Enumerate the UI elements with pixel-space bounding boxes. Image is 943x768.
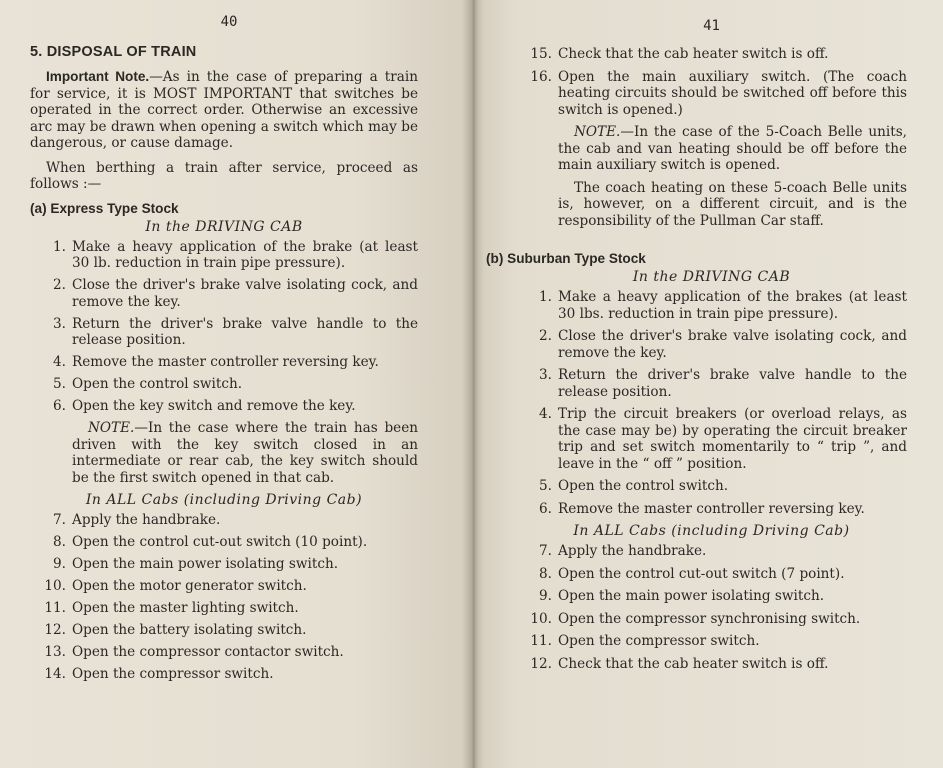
step-text: Open the compressor switch. <box>558 633 760 649</box>
step-text: Open the main auxiliary switch. (The coach heating circuits should be switched off before this switch is opened.) <box>558 68 907 118</box>
list-item <box>30 556 418 573</box>
step-number: 14. <box>44 666 66 682</box>
step-text: Open the control switch. <box>72 376 243 392</box>
section-title: 5. DISPOSAL OF TRAIN <box>30 44 197 60</box>
step-number: 12. <box>530 655 552 672</box>
step-text: Close the driver's brake valve isolating cock, and remove the key. <box>558 328 907 361</box>
list-item <box>30 534 418 551</box>
step-number: 1. <box>53 238 66 255</box>
step-number: 8. <box>539 565 552 582</box>
intro-paragraph: When berthing a train after service, proceed as follows :— <box>30 159 418 192</box>
all-cabs-heading-left: In ALL Cabs (including Driving Cab) <box>85 492 363 508</box>
list-item <box>30 622 418 639</box>
note-text: —In the case where the train has been driven with the key switch closed in an intermediate or rear cab, the key switch should be the first switch opened in that cab. <box>72 420 418 486</box>
step-number: 2. <box>53 277 66 293</box>
step-text: Apply the handbrake. <box>72 512 221 528</box>
list-item <box>30 316 418 349</box>
note-label: NOTE. <box>88 420 135 436</box>
list-item <box>30 354 418 371</box>
step-text: Return the driver's brake valve handle to the release position. <box>558 367 907 400</box>
note-key-switch <box>72 420 418 486</box>
step-number: 4. <box>53 354 66 370</box>
step-text: Open the control cut-out switch (7 point). <box>558 565 845 582</box>
all-cabs-heading-right: In ALL Cabs (including Driving Cab) <box>573 523 850 539</box>
list-item <box>516 501 907 518</box>
list-item <box>30 398 418 415</box>
list-item <box>516 69 907 119</box>
step-number: 9. <box>539 588 552 604</box>
list-item <box>30 376 418 393</box>
list-item <box>516 367 907 400</box>
steps-all-cabs-left <box>30 512 418 683</box>
list-item <box>516 656 907 673</box>
list-item <box>30 644 418 661</box>
driving-cab-heading-right: In the DRIVING CAB <box>632 269 791 285</box>
step-text: Open the main power isolating switch. <box>558 588 825 604</box>
step-number: 16. <box>530 68 552 85</box>
step-text: Remove the master controller reversing key. <box>72 354 379 370</box>
right-page <box>470 0 943 768</box>
step-text: Check that the cab heater switch is off. <box>558 46 829 62</box>
step-text: Open the master lighting switch. <box>72 600 299 616</box>
step-text: Close the driver's brake valve isolating cock, and remove the key. <box>72 277 418 310</box>
page-number-left: 40 <box>220 14 238 30</box>
step-number: 9. <box>53 556 66 572</box>
list-item <box>30 239 418 272</box>
list-item <box>516 478 907 495</box>
page-number-right: 41 <box>703 18 720 34</box>
list-item <box>516 46 907 63</box>
left-page <box>0 0 470 768</box>
list-item <box>30 666 418 683</box>
step-number: 8. <box>53 534 66 550</box>
list-item <box>516 289 907 322</box>
step-number: 2. <box>539 328 552 344</box>
step-text: Make a heavy application of the brakes (at least 30 lbs. reduction in train pipe pressure). <box>558 289 907 322</box>
note-text: —In the case of the 5-Coach Belle units, the cab and van heating should be off before the main auxiliary switch is opened. <box>558 124 907 173</box>
important-note-label: Important Note. <box>46 69 150 84</box>
steps-driving-cab-left <box>30 239 418 415</box>
note-belle-units <box>558 124 907 174</box>
subsection-a-title: (a) Express Type Stock <box>30 200 179 216</box>
driving-cab-heading-left: In the DRIVING CAB <box>145 218 303 235</box>
list-item <box>516 566 907 583</box>
step-number: 7. <box>539 543 552 559</box>
step-text: Check that the cab heater switch is off. <box>558 655 829 672</box>
note-label: NOTE. <box>574 124 621 140</box>
list-item <box>30 578 418 595</box>
step-text: Open the control switch. <box>558 478 729 494</box>
step-number: 10. <box>44 578 66 594</box>
important-note <box>30 69 418 152</box>
list-item <box>516 611 907 628</box>
list-item <box>516 543 907 560</box>
step-number: 1. <box>539 289 552 305</box>
step-number: 15. <box>530 46 552 62</box>
step-text: Open the compressor switch. <box>72 666 274 682</box>
subsection-b-title: (b) Suburban Type Stock <box>486 251 646 266</box>
steps-all-cabs-right <box>516 543 907 672</box>
steps-top-right <box>516 46 907 118</box>
step-text: Open the control cut-out switch (10 point). <box>72 534 368 550</box>
step-number: 10. <box>530 610 552 627</box>
step-number: 13. <box>44 644 66 660</box>
step-text: Make a heavy application of the brake (at least 30 lb. reduction in train pipe pressure). <box>72 238 418 271</box>
list-item <box>516 588 907 605</box>
step-text: Return the driver's brake valve handle to the release position. <box>72 315 418 348</box>
step-text: Open the compressor synchronising switch. <box>558 610 861 627</box>
important-note-text: —As in the case of preparing a train for service, it is MOST IMPORTANT that switches be operated in the correct order. Otherwise an excessive arc may be drawn when opening a switch which may be dangerous, or cause damage. <box>30 69 418 151</box>
list-item <box>30 512 418 529</box>
step-number: 6. <box>539 500 552 517</box>
list-item <box>516 633 907 650</box>
step-number: 3. <box>539 367 552 383</box>
step-number: 11. <box>530 633 552 649</box>
step-number: 6. <box>53 398 66 414</box>
step-text: Open the battery isolating switch. <box>72 622 307 638</box>
step-number: 7. <box>53 512 66 528</box>
step-text: Open the key switch and remove the key. <box>72 398 356 414</box>
steps-driving-cab-right <box>516 289 907 517</box>
step-text: Open the compressor contactor switch. <box>72 644 344 660</box>
step-number: 5. <box>539 478 552 494</box>
step-number: 4. <box>539 406 552 422</box>
list-item <box>516 328 907 361</box>
list-item <box>516 406 907 472</box>
step-text: Open the motor generator switch. <box>72 578 307 594</box>
list-item <box>30 600 418 617</box>
step-number: 5. <box>53 376 66 392</box>
step-number: 11. <box>44 600 66 616</box>
step-text: Apply the handbrake. <box>558 543 707 559</box>
list-item <box>30 277 418 310</box>
step-number: 3. <box>53 315 66 332</box>
note-pullman: The coach heating on these 5-coach Belle units is, however, on a different circuit, and is the responsibility of the Pullman Car staff. <box>558 179 907 229</box>
step-text: Open the main power isolating switch. <box>72 556 339 572</box>
step-text: Trip the circuit breakers (or overload relays, as the case may be) by operating the circuit breaker trip and set switch momentarily to “ trip ”, and leave in the “ off ” position. <box>558 406 907 472</box>
step-text: Remove the master controller reversing key. <box>558 500 865 517</box>
step-number: 12. <box>44 622 66 638</box>
